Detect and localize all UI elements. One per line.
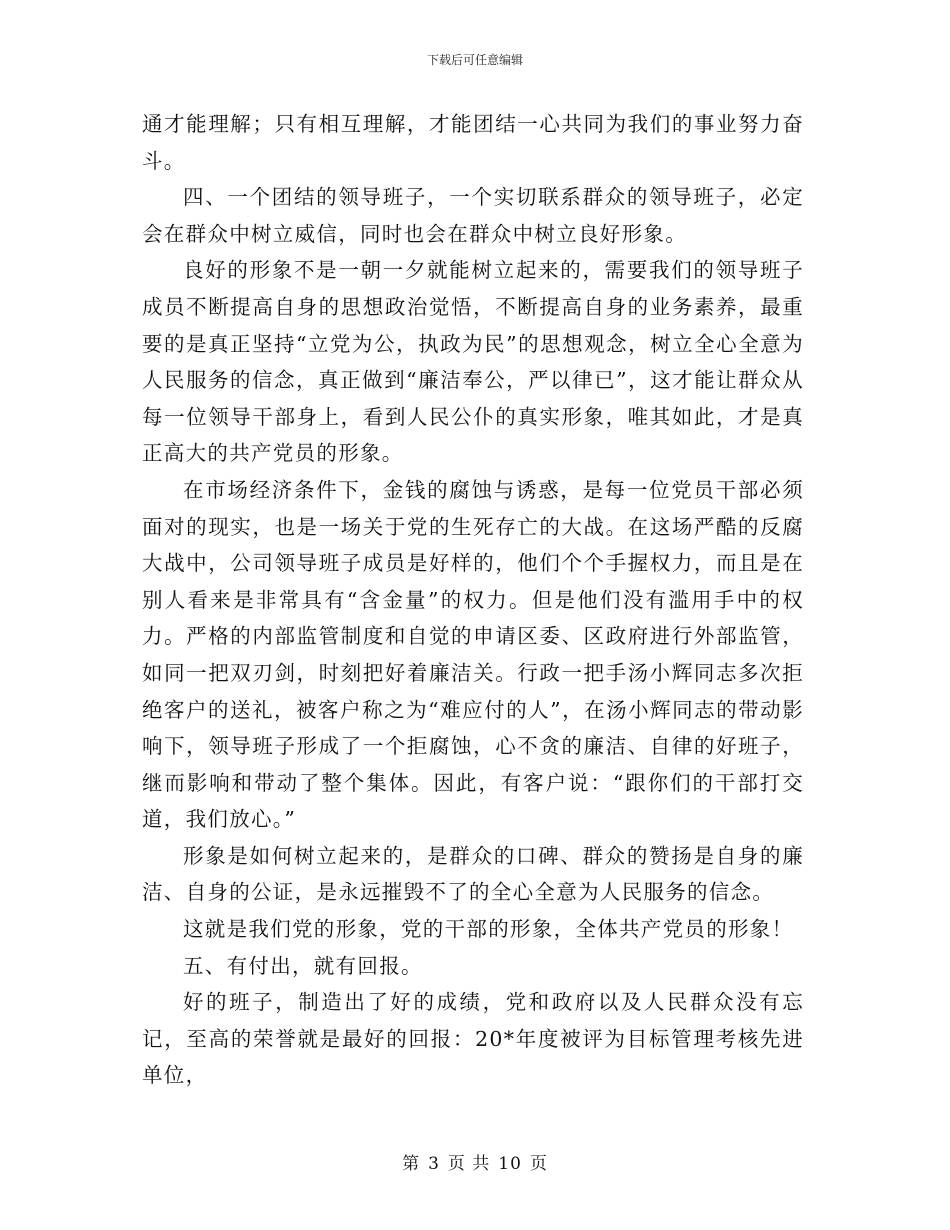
paragraph: 在市场经济条件下，金钱的腐蚀与诱惑，是每一位党员干部必须面对的现实，也是一场关于党的生死存亡的大战。在这场严酷的反腐大战中，公司领导班子成员是好样的，他们个个手握权力，而且是在别人看来是非常具有“含金量”的权力。但是他们没有滥用手中的权力。严格的内部监管制度和自觉的申请区委、区政府进行外部监管，如同一把双刃剑，时刻把好着廉洁关。行政一把手汤小辉同志多次拒绝客户的送礼，被客户称之为“难应付的人”，在汤小辉同志的带动影响下，领导班子形成了一个拒腐蚀，心不贪的廉洁、自律的好班子，继而影响和带动了整个集体。因此，有客户说：“跟你们的干部打交道，我们放心。”: [142, 477, 804, 832]
current-page-number: 3: [428, 1154, 440, 1174]
footer-prefix: 第: [402, 1154, 421, 1174]
paragraph: 这就是我们党的形象，党的干部的形象，全体共产党员的形象！: [183, 917, 794, 942]
section-heading: 五、有付出，就有回报。: [183, 953, 423, 978]
paragraph: 形象是如何树立起来的，是群众的口碑、群众的赞扬是自身的廉洁、自身的公证，是永远摧毁不了的全心全意为人民服务的信念。: [142, 843, 804, 905]
total-pages-number: 10: [498, 1154, 522, 1174]
footer-middle: 页 共: [447, 1154, 491, 1174]
paragraph: 四、一个团结的领导班子，一个实切联系群众的领导班子，必定会在群众中树立威信，同时也会在群众中树立良好形象。: [142, 185, 804, 246]
paragraph: 良好的形象不是一朝一夕就能树立起来的，需要我们的领导班子成员不断提高自身的思想政治觉悟，不断提高自身的业务素养，最重要的是真正坚持“立党为公，执政为民”的思想观念，树立全心全意为人民服务的信念，真正做到“廉洁奉公，严以律已”，这才能让群众从每一位领导干部身上，看到人民公仆的真实形象，唯其如此，才是真正高大的共产党员的形象。: [142, 258, 804, 466]
footer-suffix: 页: [529, 1154, 548, 1174]
page-footer: [0, 1153, 950, 1175]
page-header: [0, 52, 950, 68]
paragraph: 好的班子，制造出了好的成绩，党和政府以及人民群众没有忘记，至高的荣誉就是最好的回报：20*年度被评为目标管理考核先进单位，: [142, 990, 804, 1088]
header-note: 下载后可任意编辑: [426, 53, 523, 67]
document-body: [142, 106, 804, 1094]
paragraph: 通才能理解；只有相互理解，才能团结一心共同为我们的事业努力奋斗。: [142, 112, 804, 173]
